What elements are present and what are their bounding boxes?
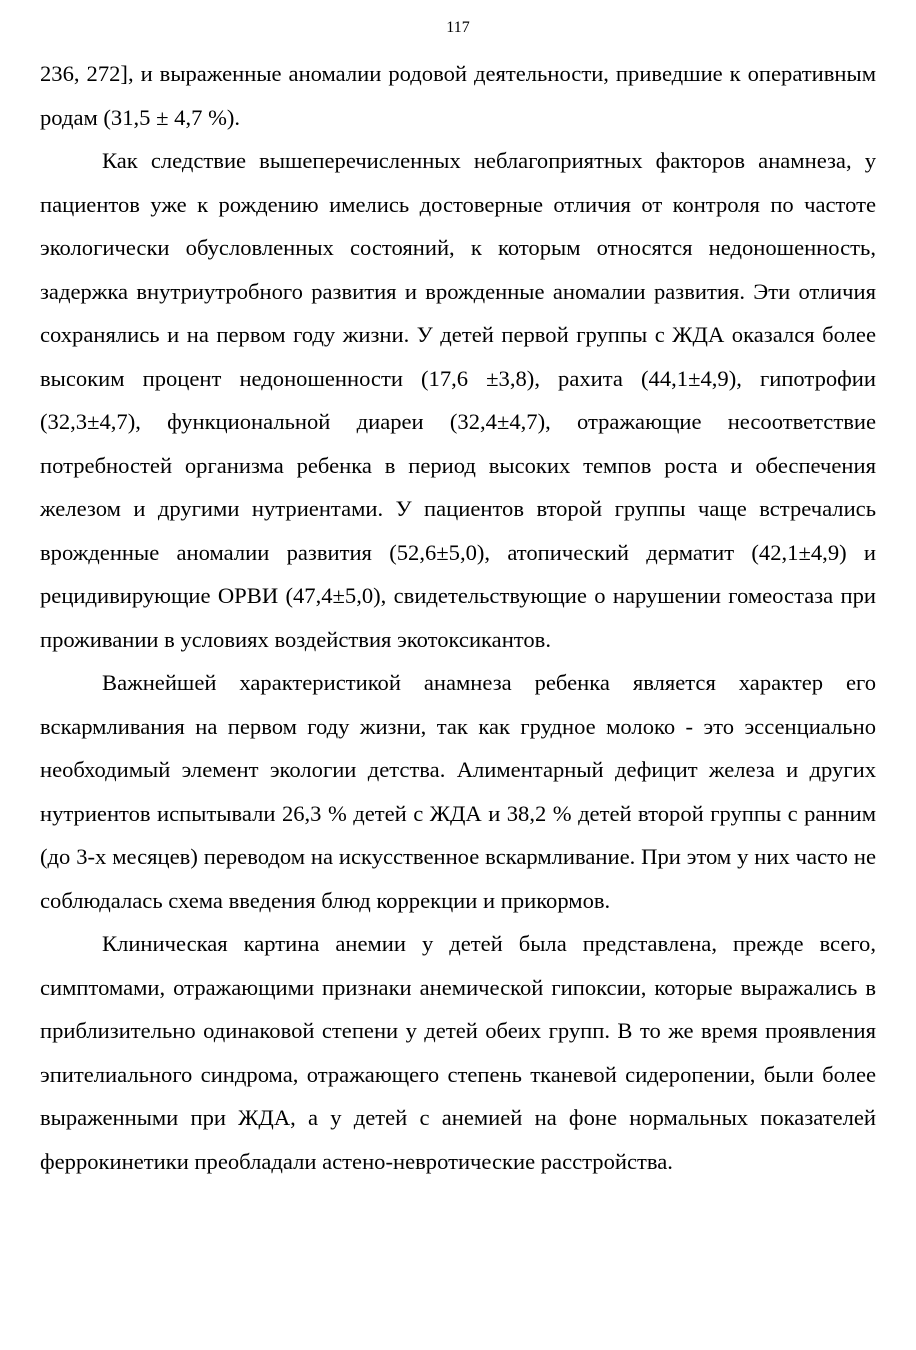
paragraph-feeding-character: Важнейшей характеристикой анамнеза ребенка является характер его вскармливания на первом году жизни, так как грудное молоко - это эссенциально необходимый элемент экологии детства. Алиментарный дефицит железа и других нутриентов испытывали 26,3 % детей с ЖДА и 38,2 % детей второй группы с ранним (до 3-х месяцев) переводом на искусственное вскармливание. При этом у них часто не соблюдалась схема введения блюд коррекции и прикормов.: [40, 670, 876, 913]
paragraph-clinical-picture: Клиническая картина анемии у детей была представлена, прежде всего, симптомами, отражающими признаки анемической гипоксии, которые выражались в приблизительно одинаковой степени у детей обеих групп. В то же время проявления эпителиального синдрома, отражающего степень тканевой сидеропении, были более выраженными при ЖДА, а у детей с анемией на фоне нормальных показателей феррокинетики преобладали астено-невротические расстройства.: [40, 931, 876, 1174]
paragraph-continuation: 236, 272], и выраженные аномалии родовой деятельности, приведшие к оперативным родам (31,5 ± 4,7 %).: [40, 61, 876, 130]
document-body: [40, 52, 876, 1183]
paragraph-anamnesis-consequences: Как следствие вышеперечисленных неблагоприятных факторов анамнеза, у пациентов уже к рождению имелись достоверные отличия от контроля по частоте экологически обусловленных состояний, к которым относятся недоношенность, задержка внутриутробного развития и врожденные аномалии развития. Эти отличия сохранялись и на первом году жизни. У детей первой группы с ЖДА оказался более высоким процент недоношенности (17,6 ±3,8), рахита (44,1±4,9), гипотрофии (32,3±4,7), функциональной диареи (32,4±4,7), отражающие несоответствие потребностей организма ребенка в период высоких темпов роста и обеспечения железом и другими нутриентами. У пациентов второй группы чаще встречались врожденные аномалии развития (52,6±5,0), атопический дерматит (42,1±4,9) и рецидивирующие ОРВИ (47,4±5,0), свидетельствующие о нарушении гомеостаза при проживании в условиях воздействия экотоксикантов.: [40, 148, 876, 652]
page-number: 117: [446, 19, 470, 36]
